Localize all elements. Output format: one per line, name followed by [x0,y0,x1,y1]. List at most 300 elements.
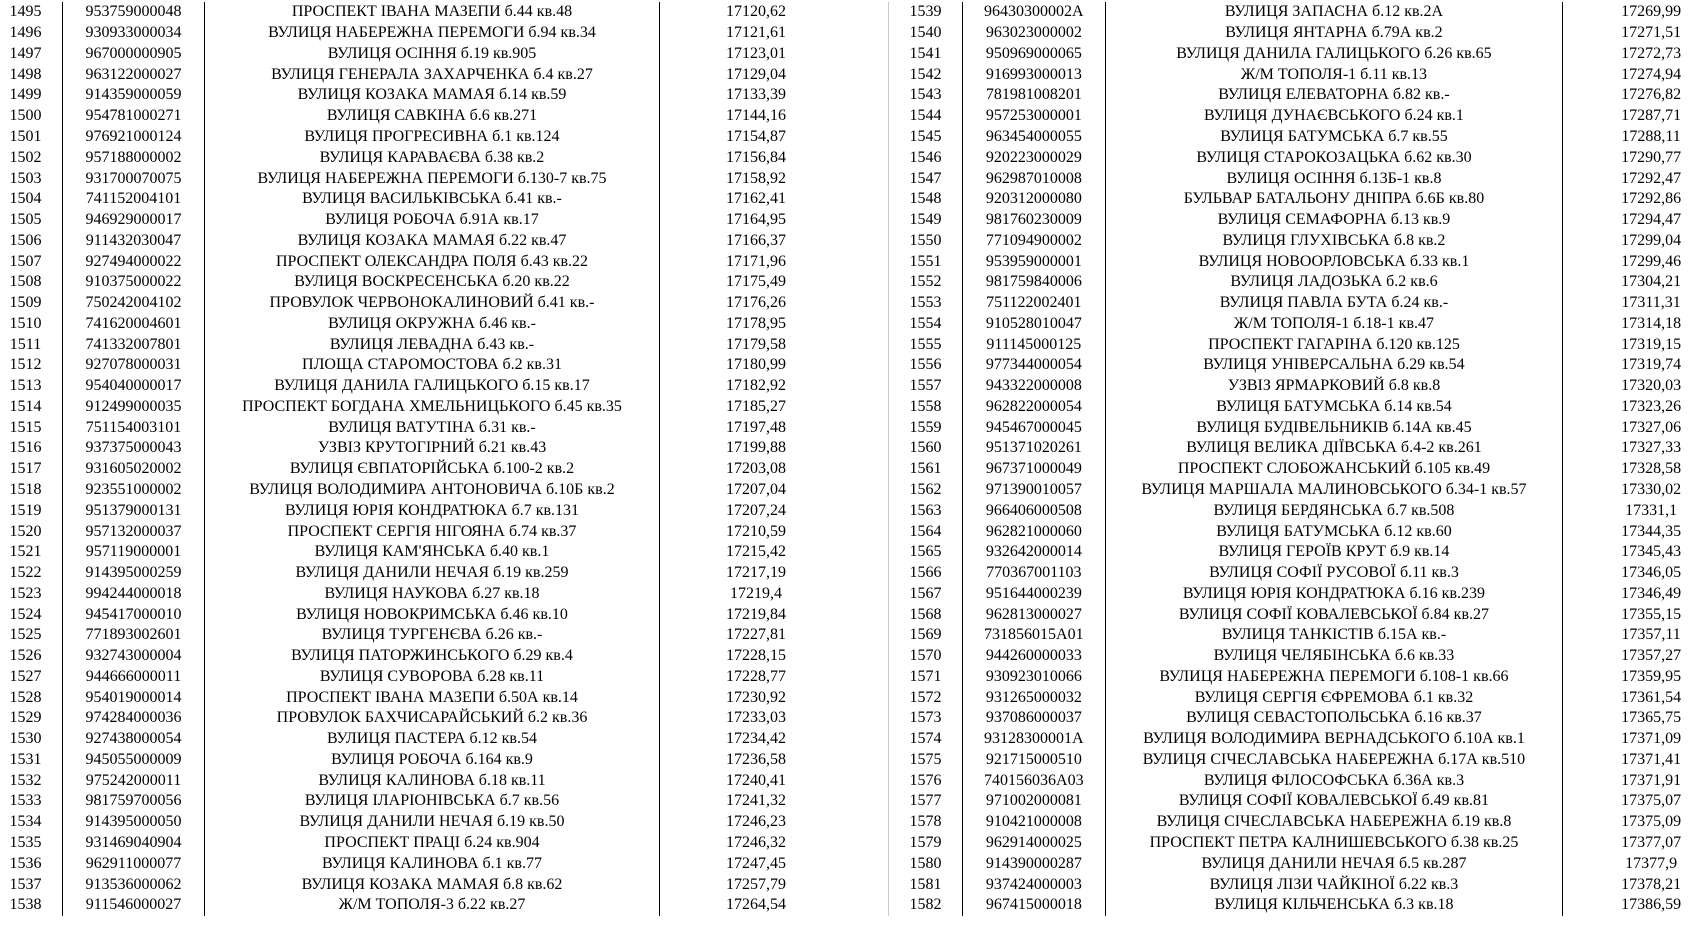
account-id-cell: 751122002401 [962,293,1105,314]
amount-cell: 17233,03 [659,708,852,729]
row-number-cell: 1500 [9,107,42,125]
table-row [889,210,1703,231]
address-cell: УЗВІЗ ЯРМАРКОВИЙ б.8 кв.8 [1105,376,1562,397]
table-row [889,895,1703,916]
row-number-cell: 1582 [909,896,942,914]
table-row [889,334,1703,355]
address-cell: ВУЛИЦЯ ВАТУТІНА б.31 кв.- [204,417,659,438]
address-cell: ВУЛИЦЯ ФІЛОСОФСЬКА б.36А кв.3 [1105,770,1562,791]
table-row [889,604,1703,625]
table-row [0,500,852,521]
amount-cell: 17271,51 [1562,23,1703,44]
address-cell: ВУЛИЦЯ ТУРГЕНЄВА б.26 кв.- [204,625,659,646]
table-row [889,147,1703,168]
account-id-cell: 944260000033 [962,646,1105,667]
account-id-cell: 963122000027 [62,64,204,85]
amount-cell: 17166,37 [659,230,852,251]
address-cell: ПРОСПЕКТ ІВАНА МАЗЕПИ б.50А кв.14 [204,687,659,708]
account-id-cell: 910421000008 [962,812,1105,833]
address-cell: ПРОСПЕКТ ГАГАРІНА б.120 кв.125 [1105,334,1562,355]
row-number-cell: 1565 [909,543,942,561]
address-cell: ВУЛИЦЯ ПАСТЕРА б.12 кв.54 [204,729,659,750]
table-row [0,376,852,397]
account-id-cell: 931700070075 [62,168,204,189]
table-row [0,646,852,667]
table-row [889,750,1703,771]
table-row [0,708,852,729]
address-cell: ВУЛИЦЯ ВЕЛИКА ДІЇВСЬКА б.4-2 кв.261 [1105,438,1562,459]
row-number-cell: 1546 [909,148,942,166]
address-cell: ВУЛИЦЯ СТАРОКОЗАЦЬКА б.62 кв.30 [1105,147,1562,168]
row-number-cell: 1570 [909,647,942,665]
amount-cell: 17344,35 [1562,521,1703,542]
row-number-cell: 1513 [9,377,42,395]
row-number-cell: 1508 [9,273,42,291]
account-id-cell: 967415000018 [962,895,1105,916]
row-number-cell: 1497 [9,44,42,62]
table-row [0,459,852,480]
account-id-cell: 910528010047 [962,313,1105,334]
amount-cell: 17246,32 [659,833,852,854]
row-number-cell: 1512 [9,356,42,374]
table-row [889,833,1703,854]
row-number-cell: 1578 [909,813,942,831]
table-row [0,127,852,148]
account-id-cell: 951379000131 [62,500,204,521]
account-id-cell: 927494000022 [62,251,204,272]
amount-cell: 17203,08 [659,459,852,480]
row-number-cell: 1577 [909,792,942,810]
table-row [0,355,852,376]
row-number-cell: 1515 [9,418,42,436]
amount-cell: 17327,33 [1562,438,1703,459]
account-id-cell: 951644000239 [962,583,1105,604]
account-id-cell: 944666000011 [62,667,204,688]
address-cell: ВУЛИЦЯ ЛАДОЗЬКА б.2 кв.6 [1105,272,1562,293]
address-cell: ВУЛИЦЯ ГЕРОЇВ КРУТ б.9 кв.14 [1105,542,1562,563]
address-cell: ПРОСПЕКТ ПЕТРА КАЛНИШЕВСЬКОГО б.38 кв.25 [1105,833,1562,854]
address-cell: ВУЛИЦЯ ДАНИЛА ГАЛИЦЬКОГО б.15 кв.17 [204,376,659,397]
table-row [889,64,1703,85]
address-cell: ВУЛИЦЯ ЛІЗИ ЧАЙКІНОЇ б.22 кв.3 [1105,874,1562,895]
table-row [0,23,852,44]
address-cell: ПРОСПЕКТ ПРАЦІ б.24 кв.904 [204,833,659,854]
address-cell: ВУЛИЦЯ БЕРДЯНСЬКА б.7 кв.508 [1105,500,1562,521]
account-id-cell: 950969000065 [962,44,1105,65]
row-number-cell: 1514 [9,397,42,415]
address-cell: ВУЛИЦЯ ВАСИЛЬКІВСЬКА б.41 кв.- [204,189,659,210]
account-id-cell: 771094900002 [962,230,1105,251]
amount-cell: 17241,32 [659,791,852,812]
address-cell: ВУЛИЦЯ НАБЕРЕЖНА ПЕРЕМОГИ б.108-1 кв.66 [1105,667,1562,688]
address-cell: БУЛЬВАР БАТАЛЬОНУ ДНІПРА б.6Б кв.80 [1105,189,1562,210]
account-id-cell: 921715000510 [962,750,1105,771]
amount-cell: 17133,39 [659,85,852,106]
row-number-cell: 1532 [9,771,42,789]
account-id-cell: 741332007801 [62,334,204,355]
account-id-cell: 967000000905 [62,44,204,65]
amount-cell: 17234,42 [659,729,852,750]
amount-cell: 17319,15 [1562,334,1703,355]
account-id-cell: 966406000508 [962,500,1105,521]
row-number-cell: 1542 [909,65,942,83]
amount-cell: 17274,94 [1562,64,1703,85]
account-id-cell: 963023000002 [962,23,1105,44]
amount-cell: 17154,87 [659,127,852,148]
amount-cell: 17371,41 [1562,750,1703,771]
account-id-cell: 741152004101 [62,189,204,210]
address-cell: Ж/М ТОПОЛЯ-1 б.18-1 кв.47 [1105,313,1562,334]
table-row [889,729,1703,750]
amount-cell: 17375,07 [1562,791,1703,812]
row-number-cell: 1580 [909,854,942,872]
table-row [889,313,1703,334]
account-id-cell: 937424000003 [962,874,1105,895]
amount-cell: 17365,75 [1562,708,1703,729]
account-id-cell: 954040000017 [62,376,204,397]
table-row [889,23,1703,44]
account-id-cell: 911432030047 [62,230,204,251]
table-row [0,667,852,688]
address-cell: ВУЛИЦЯ БАТУМСЬКА б.12 кв.60 [1105,521,1562,542]
row-number-cell: 1529 [9,709,42,727]
table-row [889,397,1703,418]
table-row [0,687,852,708]
amount-cell: 17346,05 [1562,563,1703,584]
account-id-cell: 916993000013 [962,64,1105,85]
table-row [0,833,852,854]
account-id-cell: 932743000004 [62,646,204,667]
address-cell: ВУЛИЦЯ ЕЛЕВАТОРНА б.82 кв.- [1105,85,1562,106]
amount-cell: 17292,47 [1562,168,1703,189]
amount-cell: 17227,81 [659,625,852,646]
row-number-cell: 1538 [9,896,42,914]
table-row [0,604,852,625]
amount-cell: 17346,49 [1562,583,1703,604]
row-number-cell: 1559 [909,418,942,436]
address-cell: ВУЛИЦЯ ПАВЛА БУТА б.24 кв.- [1105,293,1562,314]
amount-cell: 17129,04 [659,64,852,85]
address-cell: ВУЛИЦЯ ГЛУХІВСЬКА б.8 кв.2 [1105,230,1562,251]
row-number-cell: 1528 [9,688,42,706]
account-id-cell: 981760230009 [962,210,1105,231]
account-id-cell: 981759840006 [962,272,1105,293]
address-cell: ВУЛИЦЯ НОВООРЛОВСЬКА б.33 кв.1 [1105,251,1562,272]
account-id-cell: 945417000010 [62,604,204,625]
row-number-cell: 1531 [9,750,42,768]
address-cell: ВУЛИЦЯ ПАТОРЖИНСЬКОГО б.29 кв.4 [204,646,659,667]
table-row [0,791,852,812]
account-id-cell: 751154003101 [62,417,204,438]
amount-cell: 17330,02 [1562,480,1703,501]
amount-cell: 17375,09 [1562,812,1703,833]
table-row [0,230,852,251]
table-row [0,853,852,874]
address-cell: ВУЛИЦЯ ОСІННЯ б.13Б-1 кв.8 [1105,168,1562,189]
address-cell: ВУЛИЦЯ ОСІННЯ б.19 кв.905 [204,44,659,65]
ledger-table-left [0,2,852,916]
account-id-cell: 771893002601 [62,625,204,646]
amount-cell: 17292,86 [1562,189,1703,210]
account-id-cell: 975242000011 [62,770,204,791]
address-cell: ВУЛИЦЯ БАТУМСЬКА б.14 кв.54 [1105,397,1562,418]
row-number-cell: 1496 [9,24,42,42]
account-id-cell: 911145000125 [962,334,1105,355]
table-row [889,500,1703,521]
row-number-cell: 1499 [9,86,42,104]
account-id-cell: 954019000014 [62,687,204,708]
row-number-cell: 1543 [909,86,942,104]
table-row [889,459,1703,480]
row-number-cell: 1525 [9,626,42,644]
address-cell: УЗВІЗ КРУТОГІРНИЙ б.21 кв.43 [204,438,659,459]
amount-cell: 17156,84 [659,147,852,168]
amount-cell: 17215,42 [659,542,852,563]
row-number-cell: 1516 [9,439,42,457]
row-number-cell: 1554 [909,314,942,332]
account-id-cell: 963454000055 [962,127,1105,148]
row-number-cell: 1518 [9,480,42,498]
table-row [0,44,852,65]
account-id-cell: 910375000022 [62,272,204,293]
amount-cell: 17304,21 [1562,272,1703,293]
amount-cell: 17311,31 [1562,293,1703,314]
amount-cell: 17162,41 [659,189,852,210]
amount-cell: 17294,47 [1562,210,1703,231]
address-cell: ВУЛИЦЯ ДАНИЛИ НЕЧАЯ б.19 кв.259 [204,563,659,584]
amount-cell: 17269,99 [1562,2,1703,23]
row-number-cell: 1576 [909,771,942,789]
table-row [889,106,1703,127]
row-number-cell: 1498 [9,65,42,83]
amount-cell: 17185,27 [659,397,852,418]
row-number-cell: 1552 [909,273,942,291]
table-row [0,563,852,584]
table-row [0,272,852,293]
amount-cell: 17355,15 [1562,604,1703,625]
amount-cell: 17323,26 [1562,397,1703,418]
address-cell: ВУЛИЦЯ ДАНИЛИ НЕЧАЯ б.19 кв.50 [204,812,659,833]
account-id-cell: 932642000014 [962,542,1105,563]
address-cell: ВУЛИЦЯ ЮРІЯ КОНДРАТЮКА б.7 кв.131 [204,500,659,521]
row-number-cell: 1557 [909,377,942,395]
account-id-cell: 971002000081 [962,791,1105,812]
amount-cell: 17207,04 [659,480,852,501]
amount-cell: 17264,54 [659,895,852,916]
table-row [889,563,1703,584]
table-row [0,770,852,791]
table-row [889,667,1703,688]
row-number-cell: 1507 [9,252,42,270]
row-number-cell: 1555 [909,335,942,353]
amount-cell: 17320,03 [1562,376,1703,397]
address-cell: ВУЛИЦЯ СЕМАФОРНА б.13 кв.9 [1105,210,1562,231]
amount-cell: 17217,19 [659,563,852,584]
account-id-cell: 957119000001 [62,542,204,563]
table-row [0,812,852,833]
table-row [889,230,1703,251]
address-cell: ВУЛИЦЯ ВОЛОДИМИРА ВЕРНАДСЬКОГО б.10А кв.1 [1105,729,1562,750]
account-id-cell: 923551000002 [62,480,204,501]
address-cell: ВУЛИЦЯ НАБЕРЕЖНА ПЕРЕМОГИ б.94 кв.34 [204,23,659,44]
address-cell: ВУЛИЦЯ ВОЛОДИМИРА АНТОНОВИЧА б.10Б кв.2 [204,480,659,501]
address-cell: ВУЛИЦЯ КІЛЬЧЕНСЬКА б.3 кв.18 [1105,895,1562,916]
address-cell: ВУЛИЦЯ СОФІЇ РУСОВОЇ б.11 кв.3 [1105,563,1562,584]
account-id-cell: 912499000035 [62,397,204,418]
row-number-cell: 1562 [909,480,942,498]
table-row [0,251,852,272]
account-id-cell: 974284000036 [62,708,204,729]
amount-cell: 17299,46 [1562,251,1703,272]
address-cell: ПРОСПЕКТ ОЛЕКСАНДРА ПОЛЯ б.43 кв.22 [204,251,659,272]
table-row [889,542,1703,563]
table-row [889,2,1703,23]
row-number-cell: 1568 [909,605,942,623]
table-row [889,521,1703,542]
account-id-cell: 930933000034 [62,23,204,44]
address-cell: ВУЛИЦЯ ДУНАЄВСЬКОГО б.24 кв.1 [1105,106,1562,127]
row-number-cell: 1530 [9,730,42,748]
address-cell: ВУЛИЦЯ ПРОГРЕСИВНА б.1 кв.124 [204,127,659,148]
account-id-cell: 781981008201 [962,85,1105,106]
address-cell: ВУЛИЦЯ ДАНИЛИ НЕЧАЯ б.5 кв.287 [1105,853,1562,874]
row-number-cell: 1564 [909,522,942,540]
row-number-cell: 1550 [909,231,942,249]
row-number-cell: 1558 [909,397,942,415]
account-id-cell: 914390000287 [962,853,1105,874]
row-number-cell: 1510 [9,314,42,332]
table-row [0,583,852,604]
row-number-cell: 1566 [909,564,942,582]
address-cell: ВУЛИЦЯ ОКРУЖНА б.46 кв.- [204,313,659,334]
row-number-cell: 1533 [9,792,42,810]
amount-cell: 17240,41 [659,770,852,791]
amount-cell: 17178,95 [659,313,852,334]
account-id-cell: 962821000060 [962,521,1105,542]
row-number-cell: 1511 [9,335,42,353]
account-id-cell: 914359000059 [62,85,204,106]
row-number-cell: 1503 [9,169,42,187]
amount-cell: 17377,9 [1562,853,1703,874]
row-number-cell: 1551 [909,252,942,270]
table-row [889,770,1703,791]
table-row [889,853,1703,874]
row-number-cell: 1556 [909,356,942,374]
account-id-cell: 927438000054 [62,729,204,750]
row-number-cell: 1547 [909,169,942,187]
amount-cell: 17377,07 [1562,833,1703,854]
table-row [0,729,852,750]
account-id-cell: 967371000049 [962,459,1105,480]
row-number-cell: 1545 [909,127,942,145]
table-row [0,480,852,501]
account-id-cell: 913536000062 [62,874,204,895]
row-number-cell: 1502 [9,148,42,166]
address-cell: ПРОВУЛОК БАХЧИСАРАЙСЬКИЙ б.2 кв.36 [204,708,659,729]
account-id-cell: 914395000050 [62,812,204,833]
address-cell: ВУЛИЦЯ СОФІЇ КОВАЛЕВСЬКОЇ б.49 кв.81 [1105,791,1562,812]
row-number-cell: 1579 [909,834,942,851]
amount-cell: 17230,92 [659,687,852,708]
amount-cell: 17179,58 [659,334,852,355]
table-row [889,293,1703,314]
account-id-cell: 927078000031 [62,355,204,376]
row-number-cell: 1537 [9,875,42,893]
address-cell: ВУЛИЦЯ ЧЕЛЯБІНСЬКА б.6 кв.33 [1105,646,1562,667]
ledger-table-right [888,2,1703,916]
amount-cell: 17236,58 [659,750,852,771]
address-cell: ВУЛИЦЯ НОВОКРИМСЬКА б.46 кв.10 [204,604,659,625]
amount-cell: 17378,21 [1562,874,1703,895]
table-row [889,417,1703,438]
account-id-cell: 946929000017 [62,210,204,231]
row-number-cell: 1581 [909,875,942,893]
table-row [0,334,852,355]
amount-cell: 17331,1 [1562,500,1703,521]
account-id-cell: 93128300001A [962,729,1105,750]
table-row [0,147,852,168]
table-row [889,687,1703,708]
table-row [0,397,852,418]
address-cell: ПРОСПЕКТ ІВАНА МАЗЕПИ б.44 кв.48 [204,2,659,23]
amount-cell: 17276,82 [1562,85,1703,106]
address-cell: ПРОСПЕКТ БОГДАНА ХМЕЛЬНИЦЬКОГО б.45 кв.35 [204,397,659,418]
row-number-cell: 1527 [9,667,42,685]
row-number-cell: 1541 [909,44,942,62]
address-cell: ВУЛИЦЯ КАРАВАЄВА б.38 кв.2 [204,147,659,168]
row-number-cell: 1571 [909,667,942,685]
address-cell: Ж/М ТОПОЛЯ-3 б.22 кв.27 [204,895,659,916]
amount-cell: 17257,79 [659,874,852,895]
amount-cell: 17207,24 [659,500,852,521]
amount-cell: 17164,95 [659,210,852,231]
row-number-cell: 1553 [909,294,942,312]
amount-cell: 17121,61 [659,23,852,44]
table-row [0,895,852,916]
row-number-cell: 1539 [909,3,942,21]
address-cell: ПЛОЩА СТАРОМОСТОВА б.2 кв.31 [204,355,659,376]
row-number-cell: 1501 [9,127,42,145]
address-cell: ВУЛИЦЯ СЕВАСТОПОЛЬСЬКА б.16 кв.37 [1105,708,1562,729]
account-id-cell: 977344000054 [962,355,1105,376]
address-cell: ВУЛИЦЯ ЮРІЯ КОНДРАТЮКА б.16 кв.239 [1105,583,1562,604]
account-id-cell: 962987010008 [962,168,1105,189]
account-id-cell: 976921000124 [62,127,204,148]
amount-cell: 17180,99 [659,355,852,376]
amount-cell: 17357,11 [1562,625,1703,646]
address-cell: ВУЛИЦЯ МАРШАЛА МАЛИНОВСЬКОГО б.34-1 кв.57 [1105,480,1562,501]
address-cell: Ж/М ТОПОЛЯ-1 б.11 кв.13 [1105,64,1562,85]
address-cell: ВУЛИЦЯ СІЧЕСЛАВСЬКА НАБЕРЕЖНА б.19 кв.8 [1105,812,1562,833]
account-id-cell: 981759700056 [62,791,204,812]
account-id-cell: 957188000002 [62,147,204,168]
account-id-cell: 931605020002 [62,459,204,480]
table-row [889,272,1703,293]
table-row [0,64,852,85]
address-cell: ВУЛИЦЯ РОБОЧА б.91А кв.17 [204,210,659,231]
account-id-cell: 930923010066 [962,667,1105,688]
amount-cell: 17299,04 [1562,230,1703,251]
table-row [0,750,852,771]
account-id-cell: 971390010057 [962,480,1105,501]
amount-cell: 17319,74 [1562,355,1703,376]
account-id-cell: 951371020261 [962,438,1105,459]
address-cell: ВУЛИЦЯ КАЛИНОВА б.1 кв.77 [204,853,659,874]
amount-cell: 17328,58 [1562,459,1703,480]
table-row [889,480,1703,501]
table-row [889,85,1703,106]
table-row [0,438,852,459]
